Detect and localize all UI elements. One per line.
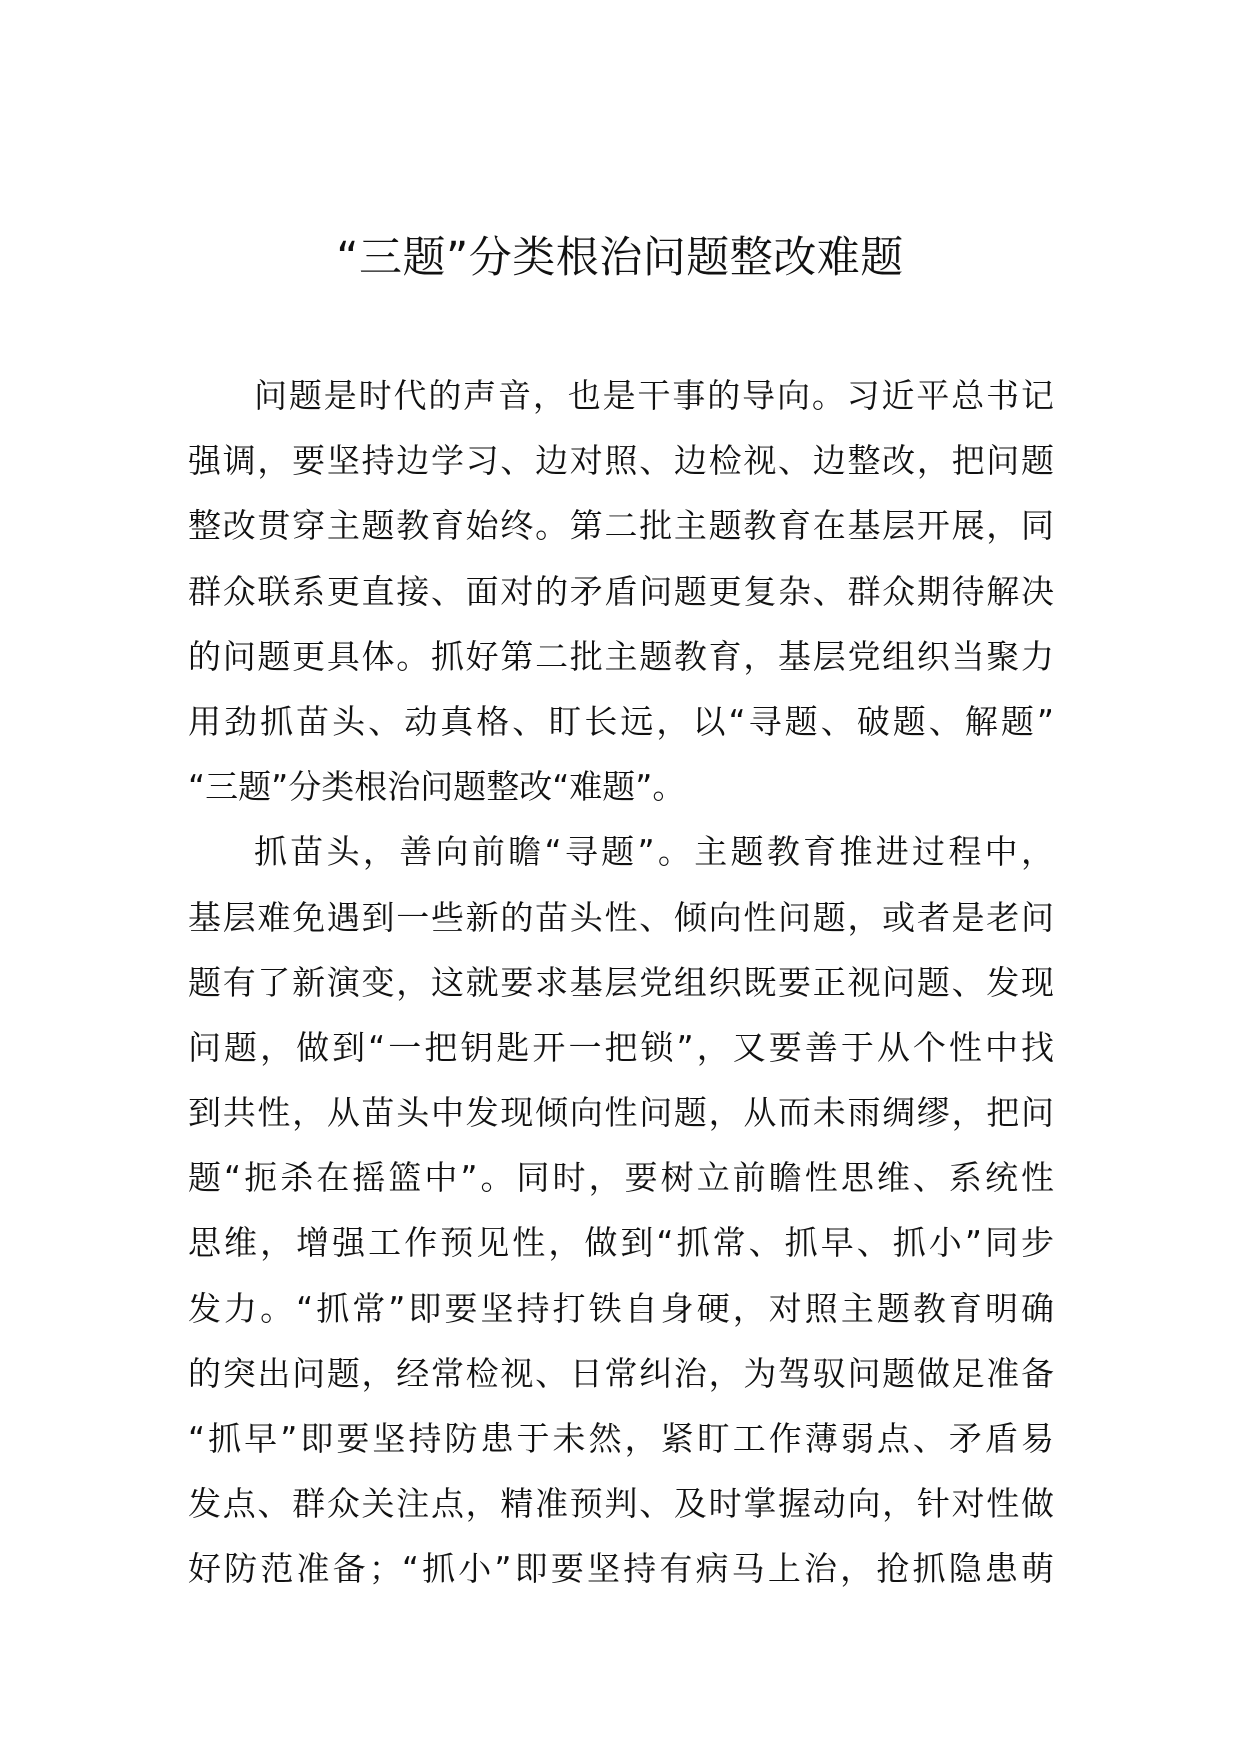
paragraph-line: 到共性，从苗头中发现倾向性问题，从而未雨绸缪，把问 bbox=[188, 1093, 1054, 1133]
paragraph-line: 题有了新演变，这就要求基层党组织既要正视问题、发现 bbox=[188, 962, 1054, 1002]
paragraph-line: 的问题更具体。抓好第二批主题教育，基层党组织当聚力 bbox=[188, 636, 1054, 676]
paragraph-line: 强调，要坚持边学习、边对照、边检视、边整改，把问题 bbox=[188, 441, 1054, 481]
paragraph-line: “抓早”即要坚持防患于未然，紧盯工作薄弱点、矛盾易 bbox=[188, 1419, 1054, 1458]
paragraph-line: 好防范准备；“抓小”即要坚持有病马上治，抢抓隐患萌 bbox=[188, 1549, 1054, 1589]
paragraph-line: 整改贯穿主题教育始终。第二批主题教育在基层开展，同 bbox=[188, 506, 1054, 546]
paragraph-line: 题“扼杀在摇篮中”。同时，要树立前瞻性思维、系统性 bbox=[188, 1158, 1054, 1198]
paragraph-1 bbox=[188, 363, 1054, 819]
paragraph-line: 的突出问题，经常检视、日常纠治，为驾驭问题做足准备 bbox=[188, 1353, 1054, 1393]
document-title: “三题”分类根治问题整改难题 bbox=[336, 233, 904, 283]
paragraph-line: 思维，增强工作预见性，做到“抓常、抓早、抓小”同步 bbox=[188, 1223, 1054, 1263]
paragraph-line: 基层难免遇到一些新的苗头性、倾向性问题，或者是老问 bbox=[188, 897, 1054, 937]
paragraph-line: “三题”分类根治问题整改“难题”。 bbox=[188, 767, 686, 807]
paragraph-line: 用劲抓苗头、动真格、盯长远，以“寻题、破题、解题” bbox=[188, 701, 1054, 741]
paragraph-line: 抓苗头，善向前瞻“寻题”。主题教育推进过程中， bbox=[254, 832, 1054, 872]
paragraph-2 bbox=[188, 819, 1054, 1601]
paragraph-line: 群众联系更直接、面对的矛盾问题更复杂、群众期待解决 bbox=[188, 571, 1054, 611]
document-body bbox=[188, 363, 1054, 1602]
paragraph-line: 发力。“抓常”即要坚持打铁自身硬，对照主题教育明确 bbox=[188, 1288, 1054, 1328]
paragraph-line: 问题是时代的声音，也是干事的导向。习近平总书记 bbox=[254, 376, 1054, 415]
paragraph-line: 问题，做到“一把钥匙开一把锁”，又要善于从个性中找 bbox=[188, 1027, 1054, 1067]
paragraph-line: 发点、群众关注点，精准预判、及时掌握动向，针对性做 bbox=[188, 1484, 1054, 1524]
